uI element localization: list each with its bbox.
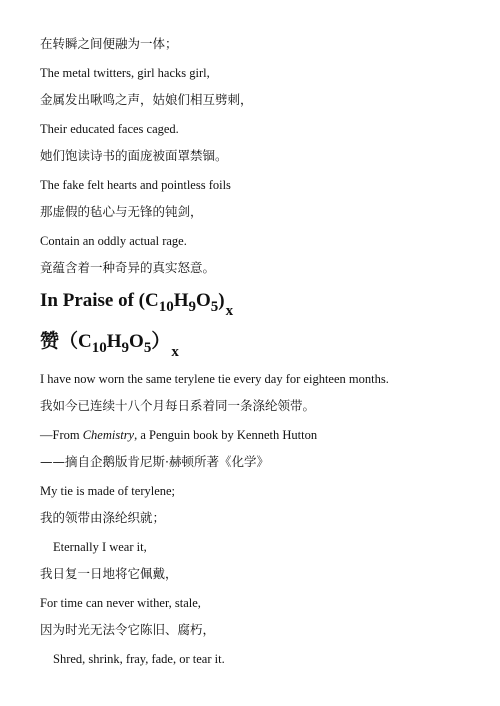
section-heading-zh	[40, 329, 179, 360]
poem-line: Eternally I wear it,	[53, 540, 147, 554]
section-heading	[40, 289, 234, 319]
heading-subscript: 9	[121, 340, 130, 356]
heading-text: C	[78, 331, 92, 352]
poem-line: 竟蕴含着一种奇异的真实怒意。	[40, 260, 216, 275]
poem-line: 因为时光无法令它陈旧、腐朽，	[40, 622, 216, 637]
poem-line: The fake felt hearts and pointless foils	[40, 178, 231, 192]
poem-line: 我日复一日地将它佩戴，	[40, 566, 178, 581]
heading-text: H	[106, 331, 122, 352]
poem-line: The metal twitters, girl hacks girl,	[40, 66, 210, 80]
source-citation-zh: ——摘自企鹅版肯尼斯·赫顿所著《化学》	[40, 454, 269, 469]
intro-text: I have now worn the same terylene tie every day for eighteen months.	[40, 372, 389, 386]
heading-subscript: 9	[188, 299, 197, 315]
poem-line: Contain an oddly actual rage.	[40, 234, 187, 248]
intro-text-zh: 我如今已连续十八个月每日系着同一条涤纶领带。	[40, 398, 316, 413]
citation-text: , a Penguin book by Kenneth Hutton	[134, 428, 318, 442]
heading-text: ）	[151, 330, 171, 352]
heading-subscript: 10	[91, 340, 107, 356]
heading-subscript: 5	[143, 340, 152, 356]
heading-text: 赞（	[40, 330, 79, 352]
citation-text: —From	[40, 428, 83, 442]
citation-title: Chemistry	[82, 428, 135, 442]
heading-subscript: x	[225, 303, 234, 319]
poem-line: 在转瞬之间便融为一体；	[40, 36, 178, 51]
source-citation	[40, 427, 317, 443]
heading-text: )	[218, 290, 225, 311]
poem-line: Their educated faces caged.	[40, 122, 179, 136]
heading-subscript: x	[171, 344, 179, 360]
heading-text: H	[173, 290, 189, 311]
heading-text: In Praise of (C	[40, 290, 159, 311]
poem-line: For time can never wither, stale,	[40, 596, 201, 610]
heading-text: O	[129, 331, 144, 352]
heading-subscript: 10	[158, 299, 174, 315]
poem-line: Shred, shrink, fray, fade, or tear it.	[53, 652, 225, 666]
poem-line: 那虚假的毡心与无锋的钝剑，	[40, 204, 203, 219]
heading-text: O	[196, 290, 211, 311]
heading-subscript: 5	[210, 299, 219, 315]
poem-line: My tie is made of terylene;	[40, 484, 176, 498]
poem-line: 她们饱读诗书的面庞被面罩禁锢。	[40, 148, 228, 163]
poem-line: 金属发出啾鸣之声，姑娘们相互劈刺，	[40, 92, 253, 107]
poem-line: 我的领带由涤纶织就；	[40, 510, 166, 525]
